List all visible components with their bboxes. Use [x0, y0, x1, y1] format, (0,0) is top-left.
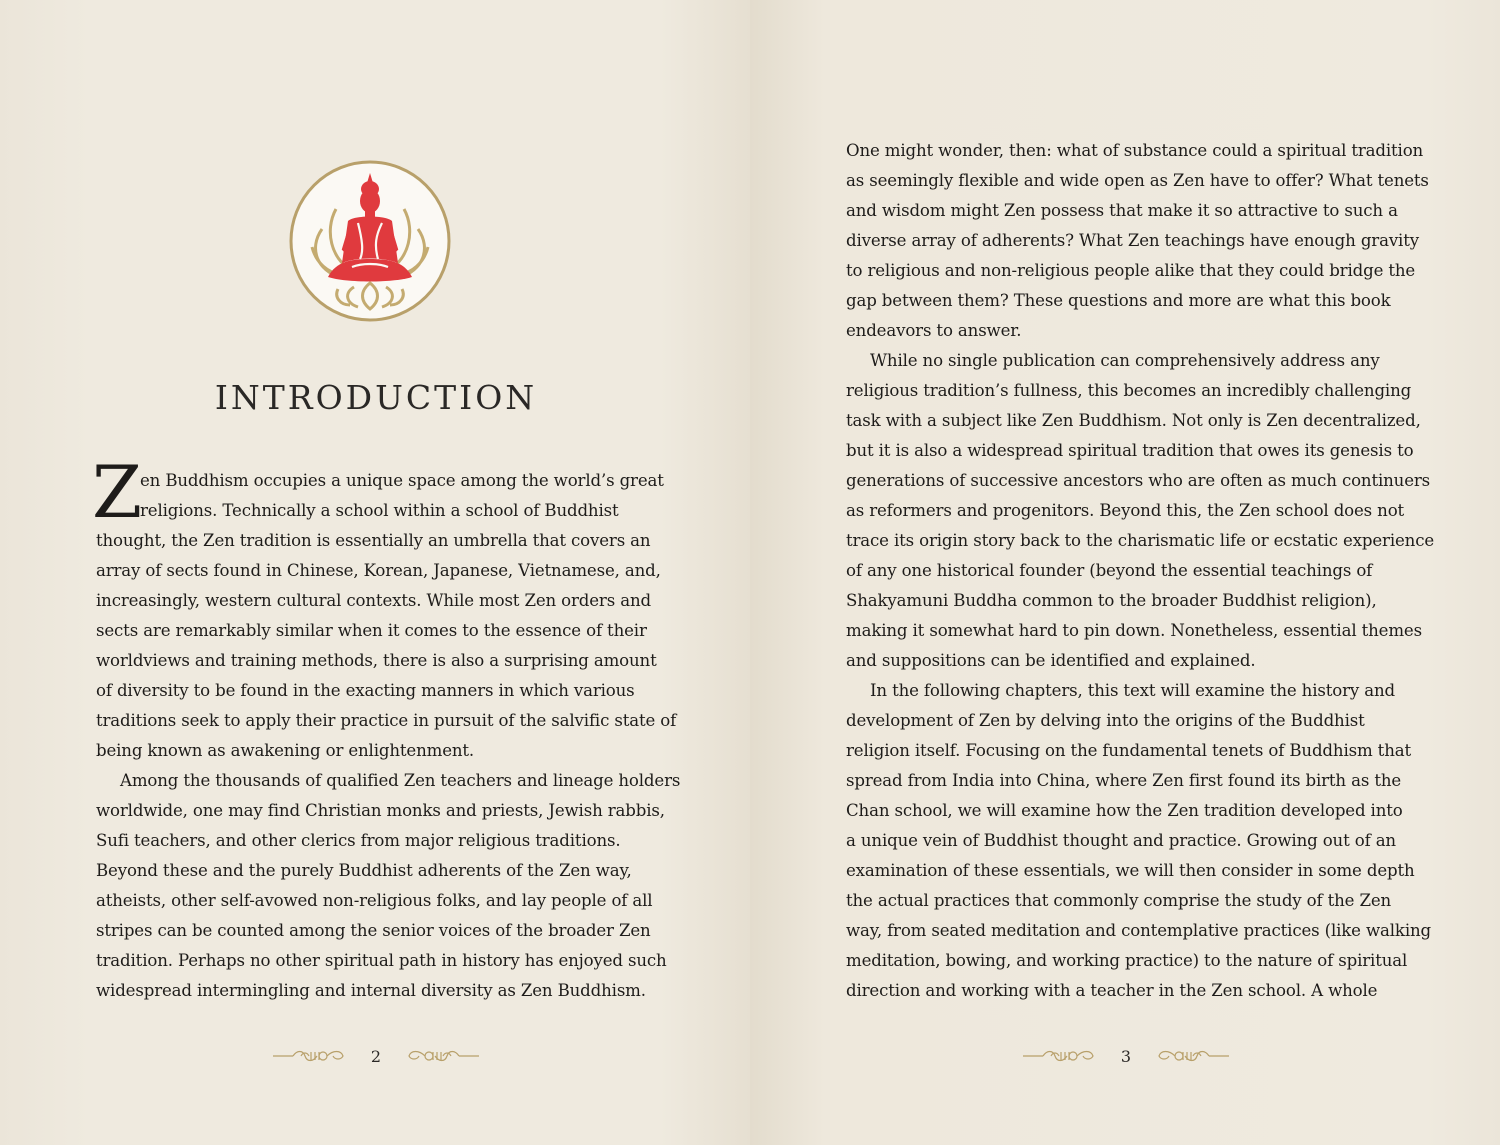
text-line: worldwide, one may find Christian monks and priests, Jewish rabbis,	[96, 801, 665, 820]
text-line: of any one historical founder (beyond the essential teachings of	[846, 561, 1373, 580]
page-number: 2	[370, 1046, 382, 1066]
text-line: tradition. Perhaps no other spiritual path in history has enjoyed such	[96, 951, 667, 970]
right-body-text	[846, 136, 1435, 1006]
text-line: a unique vein of Buddhist thought and practice. Growing out of an	[846, 831, 1396, 850]
text-line: gap between them? These questions and more are what this book	[846, 291, 1391, 310]
text-line: traditions seek to apply their practice in pursuit of the salvific state of	[96, 711, 677, 730]
text-line: worldviews and training methods, there is also a surprising amount	[96, 651, 657, 670]
flourish-icon	[1021, 1046, 1101, 1066]
text-line: meditation, bowing, and working practice) to the nature of spiritual	[846, 951, 1408, 970]
flourish-icon	[401, 1046, 481, 1066]
text-line: to religious and non-religious people alike that they could bridge the	[846, 261, 1416, 280]
text-line: task with a subject like Zen Buddhism. Not only is Zen decentralized,	[846, 411, 1421, 430]
text-line: widespread intermingling and internal diversity as Zen Buddhism.	[96, 981, 646, 1000]
text-line: increasingly, western cultural contexts. While most Zen orders and	[96, 591, 651, 610]
text-line: endeavors to answer.	[846, 321, 1022, 340]
text-line: making it somewhat hard to pin down. Nonetheless, essential themes	[846, 621, 1422, 640]
text-line: While no single publication can comprehensively address any	[870, 351, 1380, 370]
text-line: spread from India into China, where Zen first found its birth as the	[846, 771, 1402, 790]
page-number: 3	[1120, 1046, 1132, 1066]
text-line: the actual practices that commonly comprise the study of the Zen	[846, 891, 1392, 910]
chapter-title: INTRODUCTION	[214, 378, 538, 417]
text-line: development of Zen by delving into the origins of the Buddhist	[846, 711, 1365, 730]
text-line: religion itself. Focusing on the fundamental tenets of Buddhism that	[846, 741, 1411, 760]
text-line: generations of successive ancestors who are often as much continuers	[846, 471, 1431, 490]
text-line: direction and working with a teacher in the Zen school. A whole	[846, 981, 1378, 1000]
flourish-icon	[271, 1046, 351, 1066]
text-line: Sufi teachers, and other clerics from major religious traditions.	[96, 831, 621, 850]
text-line: sects are remarkably similar when it comes to the essence of their	[96, 621, 647, 640]
flourish-icon	[1151, 1046, 1231, 1066]
page-footer-right	[996, 1042, 1256, 1070]
text-line: atheists, other self-avowed non-religious folks, and lay people of all	[96, 891, 653, 910]
text-line: as reformers and progenitors. Beyond this, the Zen school does not	[846, 501, 1405, 520]
text-line: array of sects found in Chinese, Korean, Japanese, Vietnamese, and,	[96, 561, 661, 580]
text-line: being known as awakening or enlightenment.	[96, 741, 475, 760]
text-line: thought, the Zen tradition is essentially an umbrella that covers an	[96, 531, 651, 550]
text-line: of diversity to be found in the exacting manners in which various	[96, 681, 635, 700]
text-line: en Buddhism occupies a unique space among the world’s great	[140, 471, 664, 490]
text-line: stripes can be counted among the senior voices of the broader Zen	[96, 921, 651, 940]
drop-cap: Z	[92, 450, 143, 534]
text-line: diverse array of adherents? What Zen teachings have enough gravity	[846, 231, 1419, 250]
text-line: Chan school, we will examine how the Zen tradition developed into	[846, 801, 1403, 820]
right-page	[750, 0, 1500, 1145]
text-line: but it is also a widespread spiritual tradition that owes its genesis to	[846, 441, 1414, 460]
text-line: religions. Technically a school within a school of Buddhist	[140, 501, 619, 520]
text-line: and wisdom might Zen possess that make it so attractive to such a	[846, 201, 1398, 220]
left-body-text	[96, 466, 681, 1006]
buddha-lotus-icon	[288, 159, 452, 323]
text-line: examination of these essentials, we will then consider in some depth	[846, 861, 1415, 880]
text-line: way, from seated meditation and contemplative practices (like walking	[846, 921, 1431, 940]
text-line: as seemingly flexible and wide open as Zen have to offer? What tenets	[846, 171, 1429, 190]
text-line: One might wonder, then: what of substance could a spiritual tradition	[846, 141, 1424, 160]
text-line: Shakyamuni Buddha common to the broader Buddhist religion),	[846, 591, 1377, 610]
text-line: Beyond these and the purely Buddhist adherents of the Zen way,	[96, 861, 632, 880]
text-line: In the following chapters, this text will examine the history and	[870, 681, 1395, 700]
text-line: Among the thousands of qualified Zen teachers and lineage holders	[120, 771, 681, 790]
text-line: religious tradition’s fullness, this becomes an incredibly challenging	[846, 381, 1412, 400]
text-line: trace its origin story back to the charismatic life or ecstatic experience	[846, 531, 1435, 550]
text-line: and suppositions can be identified and explained.	[846, 651, 1256, 670]
page-footer-left	[246, 1042, 506, 1070]
